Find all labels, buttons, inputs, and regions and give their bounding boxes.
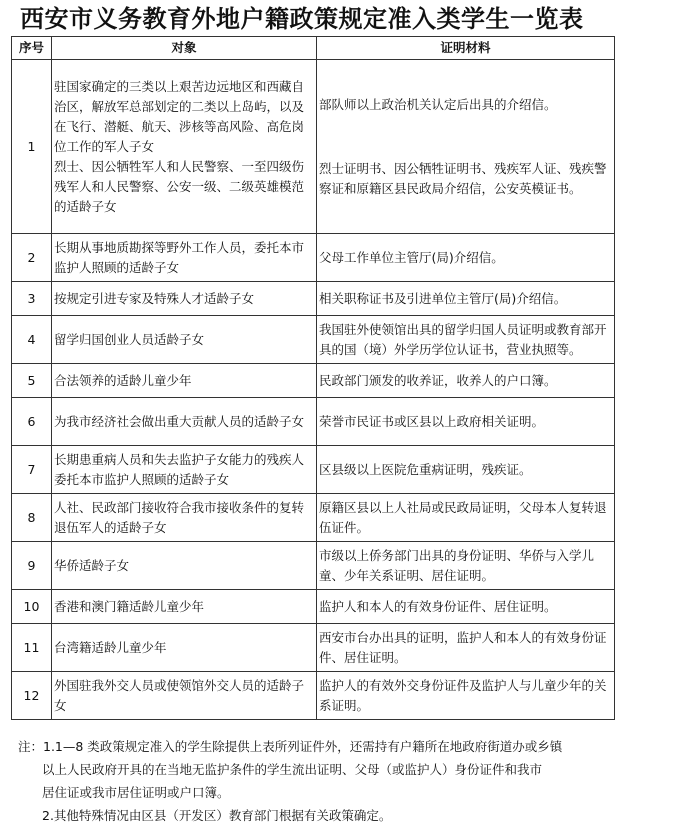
row-proof [317,364,615,398]
proof-text: 相关职称证书及引进单位主管厅(局)介绍信。 [319,290,567,306]
row-subject [52,542,317,590]
table-row [12,672,615,720]
table-row [12,624,615,672]
proof-text: 我国驻外使领馆出具的留学归国人员证明或教育部开具的国（境）外学历学位认证书，营业执照等。 [319,321,607,357]
row-number: 1 [12,60,52,234]
table-row [12,316,615,364]
row-number: 2 [12,234,52,282]
subject-text: 人社、民政部门接收符合我市接收条件的复转退伍军人的适龄子女 [54,499,305,535]
table-row [12,494,615,542]
proof-text: 西安市台办出具的证明，监护人和本人的有效身份证件、居住证明。 [319,629,607,665]
row-number: 7 [12,446,52,494]
proof-text: 部队师以上政治机关认定后出具的介绍信。 [319,96,557,112]
subject-text: 外国驻我外交人员或使领馆外交人员的适龄子女 [54,677,305,713]
row-subject [52,494,317,542]
subject-text: 长期从事地质勘探等野外工作人员，委托本市监护人照顾的适龄子女 [54,239,305,275]
note-line-2: 以上人民政府开具的在当地无监护条件的学生流出证明、父母（或监护人）身份证件和我市 [42,762,543,777]
row-proof [317,316,615,364]
row-proof [317,60,615,234]
table-row [12,282,615,316]
row-proof [317,234,615,282]
notes [18,735,658,827]
subject-text: 为我市经济社会做出重大贡献人员的适龄子女 [54,413,305,429]
proof-text: 监护人和本人的有效身份证件、居住证明。 [319,598,557,614]
proof-text: 监护人的有效外交身份证件及监护人与儿童少年的关系证明。 [319,677,607,713]
table-row [12,398,615,446]
proof-text: 烈士证明书、因公牺牲证明书、残疾军人证、残疾警察证和原籍区县民政局介绍信，公安英模证书。 [319,160,607,196]
table-row [12,446,615,494]
row-subject [52,60,317,234]
row-number: 3 [12,282,52,316]
row-proof [317,590,615,624]
row-number: 12 [12,672,52,720]
subject-text: 香港和澳门籍适龄儿童少年 [54,598,205,614]
subject-text: 驻国家确定的三类以上艰苦边远地区和西藏自治区，解放军总部划定的二类以上岛屿，以及在飞行、潜艇、航天、涉核等高风险、高危岗位工作的军人子女 [54,78,305,154]
header-number: 序号 [12,37,52,60]
subject-text: 按规定引进专家及特殊人才适龄子女 [54,290,255,306]
row-number: 6 [12,398,52,446]
note-line-3: 居住证或我市居住证明或户口簿。 [42,785,230,800]
row-subject [52,282,317,316]
policy-table [11,36,615,720]
row-subject [52,364,317,398]
row-subject [52,446,317,494]
header-proof: 证明材料 [317,37,615,60]
subject-text: 台湾籍适龄儿童少年 [54,639,167,655]
row-subject [52,624,317,672]
subject-text: 合法领养的适龄儿童少年 [54,372,192,388]
table-row [12,364,615,398]
subject-text: 华侨适龄子女 [54,557,130,573]
row-subject [52,672,317,720]
row-proof [317,282,615,316]
proof-text: 市级以上侨务部门出具的身份证明、华侨与入学儿童、少年关系证明、居住证明。 [319,547,595,583]
row-subject [52,398,317,446]
row-number: 8 [12,494,52,542]
table-row [12,590,615,624]
row-proof [317,494,615,542]
table-row [12,234,615,282]
subject-text: 长期患重病人员和失去监护子女能力的残疾人委托本市监护人照顾的适龄子女 [54,451,305,487]
row-subject [52,590,317,624]
row-number: 5 [12,364,52,398]
row-proof [317,542,615,590]
row-number: 11 [12,624,52,672]
proof-text: 民政部门颁发的收养证，收养人的户口簿。 [319,372,557,388]
row-subject [52,316,317,364]
row-proof [317,398,615,446]
proof-text: 荣誉市民证书或区县以上政府相关证明。 [319,413,545,429]
subject-text: 留学归国创业人员适龄子女 [54,331,205,347]
proof-text: 父母工作单位主管厅(局)介绍信。 [319,249,504,265]
note-line-1: 注：1.1—8 类政策规定准入的学生除提供上表所列证件外，还需持有户籍所在地政府街道办或乡镇 [18,739,563,754]
proof-text: 区县级以上医院危重病证明，残疾证。 [319,461,532,477]
table-header-row [12,37,615,60]
subject-text: 烈士、因公牺牲军人和人民警察、一至四级伤残军人和人民警察、公安一级、二级英雄模范的适龄子女 [54,158,305,214]
proof-text: 原籍区县以上人社局或民政局证明，父母本人复转退伍证件。 [319,499,607,535]
row-proof [317,624,615,672]
row-proof [317,446,615,494]
row-proof [317,672,615,720]
note-line-4: 2.其他特殊情况由区县（开发区）教育部门根据有关政策确定。 [42,808,392,823]
header-subject: 对象 [52,37,317,60]
table-row [12,60,615,234]
page-title: 西安市义务教育外地户籍政策规定准入类学生一览表 [20,5,584,33]
row-number: 10 [12,590,52,624]
row-number: 4 [12,316,52,364]
table-row [12,542,615,590]
row-subject [52,234,317,282]
row-number: 9 [12,542,52,590]
